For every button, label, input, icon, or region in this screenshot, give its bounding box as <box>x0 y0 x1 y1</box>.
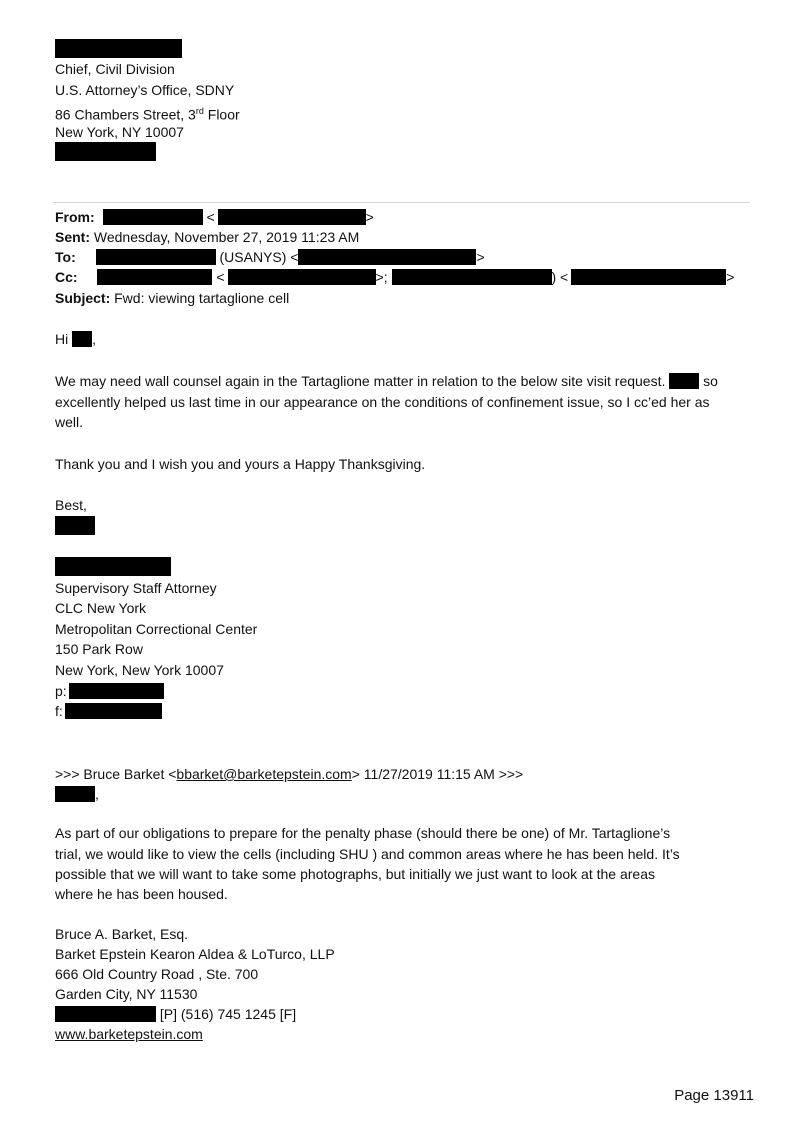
bb-sig-city: Garden City, NY 11530 <box>55 986 198 1002</box>
bb-sig-phone: [P] (516) 745 1245 [F] <box>55 1005 296 1023</box>
redaction-box <box>55 557 171 576</box>
sent-line: Sent: Wednesday, November 27, 2019 11:23 AM <box>55 229 360 245</box>
page-number: Page 13911 <box>674 1087 754 1104</box>
forwarded-para-line4: where he has been housed. <box>55 886 228 902</box>
subject-line: Subject: Fwd: viewing tartaglione cell <box>55 290 290 306</box>
redaction-box <box>55 39 182 58</box>
header-divider <box>53 202 750 203</box>
forwarded-header: >>> Bruce Barket <bbarket@barketepstein.com> 11/27/2019 11:15 AM >>> <box>55 766 524 782</box>
sender-email-link[interactable]: bbarket@barketepstein.com <box>176 766 352 782</box>
bb-sig-website-link[interactable]: www.barketepstein.com <box>55 1026 203 1042</box>
forwarded-para-line3: possible that we will want to take some photographs, but initially we just want to look at the areas <box>55 866 655 882</box>
body-para1-line2: excellently helped us last time in our appearance on the conditions of confinement issue, so I cc’ed her as <box>55 394 710 410</box>
sig-city: New York, New York 10007 <box>55 662 224 678</box>
sig-street: 150 Park Row <box>55 641 143 657</box>
greeting: Hi , <box>55 331 97 347</box>
sig-top-office: U.S. Attorney’s Office, SDNY <box>55 82 235 98</box>
forwarded-para-line2: trial, we would like to view the cells (including SHU ) and common areas where he has been held. It’s <box>55 846 680 862</box>
redaction-box <box>55 516 95 535</box>
bb-sig-street: 666 Old Country Road , Ste. 700 <box>55 966 259 982</box>
sig-top-street: 86 Chambers Street, 3rd Floor <box>55 106 240 123</box>
bb-sig-name: Bruce A. Barket, Esq. <box>55 926 189 942</box>
sig-top-title: Chief, Civil Division <box>55 61 175 77</box>
body-para2: Thank you and I wish you and yours a Happy Thanksgiving. <box>55 456 426 472</box>
sig-phone: p: <box>55 682 164 700</box>
sig-title: Supervisory Staff Attorney <box>55 580 217 596</box>
body-closing: Best, <box>55 497 87 513</box>
sig-top-city: New York, NY 10007 <box>55 124 184 140</box>
bb-sig-firm: Barket Epstein Kearon Aldea & LoTurco, LLP <box>55 946 335 962</box>
sig-org: CLC New York <box>55 600 147 616</box>
cc-line: Cc: < >; ) < > <box>55 269 735 285</box>
from-line: From: < > <box>55 209 374 225</box>
body-para1-line3: well. <box>55 414 84 430</box>
redaction-box <box>55 142 156 161</box>
to-line: To: (USANYS) < > <box>55 249 485 265</box>
forwarded-para-line1: As part of our obligations to prepare for the penalty phase (should there be one) of Mr. Tartaglione’s <box>55 825 671 841</box>
body-para1-line1: We may need wall counsel again in the Tartaglione matter in relation to the below site visit request. so <box>55 373 718 389</box>
sig-facility: Metropolitan Correctional Center <box>55 621 258 637</box>
sig-fax: f: <box>55 702 162 720</box>
forwarded-greeting: , <box>55 785 99 803</box>
